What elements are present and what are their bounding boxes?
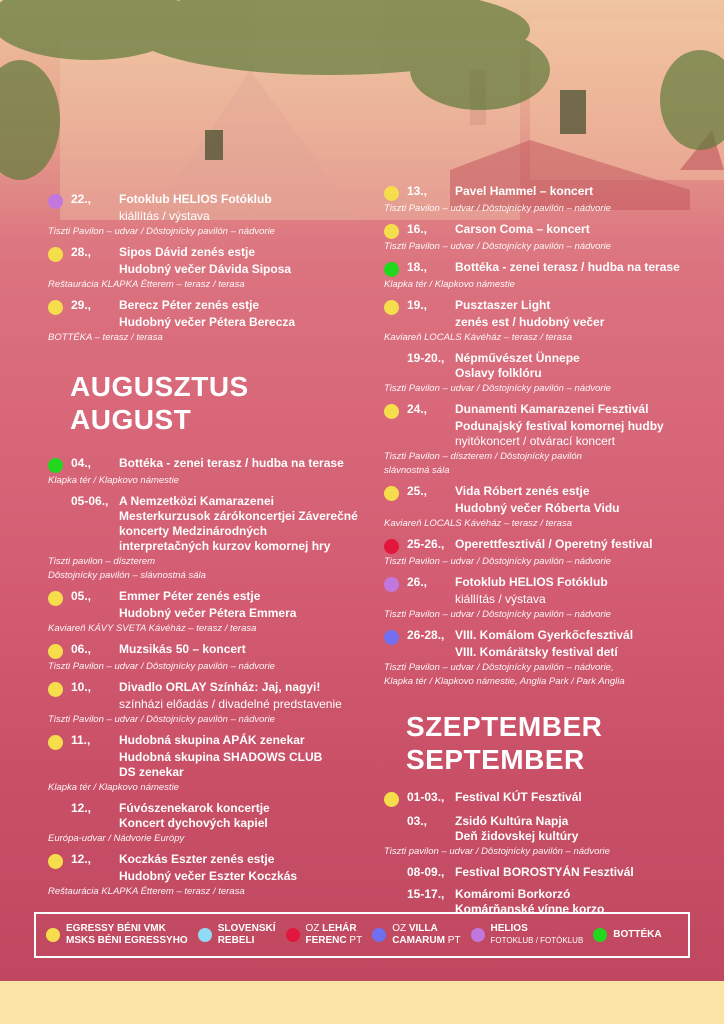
- legend-dot: [593, 928, 607, 942]
- event-item: [384, 814, 694, 858]
- event-venue: Reštaurácia KLAPKA Étterem – terasz / terasa: [48, 279, 245, 290]
- event-item: [384, 402, 694, 477]
- category-dot: [384, 224, 399, 239]
- event-venue: Tiszti Pavilon – udvar / Dôstojnícky pavilón – nádvorie: [48, 226, 275, 237]
- legend-suffix: PT: [444, 935, 461, 946]
- event-row: [48, 192, 358, 209]
- september-heading-sk: SEPTEMBER: [406, 744, 585, 775]
- event-row: [48, 245, 358, 262]
- event-title: Festival BOROSTYÁN Fesztivál: [455, 865, 634, 879]
- event-venue: Tiszti pavilon – udvar / Dôstojnícky pavilón – nádvorie: [384, 846, 610, 857]
- category-dot: [384, 792, 399, 807]
- event-subtitle: VIII. Komárätsky festival detí: [455, 645, 618, 659]
- event-row: [384, 298, 694, 315]
- event-venue: Tiszti Pavilon – udvar / Dôstojnícky pavilón – nádvorie,: [384, 662, 614, 673]
- event-item: [48, 494, 358, 582]
- event-venue: Dôstojnícky pavilón – slávnostná sála: [48, 570, 206, 581]
- event-title: Emmer Péter zenés estje: [119, 589, 261, 603]
- event-venue: Európa-udvar / Nádvorie Európy: [48, 833, 185, 844]
- event-date: 26-28.,: [407, 628, 445, 642]
- event-venue: Klapka tér / Klapkovo námestie: [48, 782, 179, 793]
- legend-name: CAMARUM: [392, 935, 445, 946]
- event-subtitle: DS zenekar: [119, 765, 184, 779]
- legend-prefix: OZ: [305, 923, 323, 934]
- category-dot: [384, 186, 399, 201]
- event-description: nyitókoncert / otvárací koncert: [455, 434, 616, 448]
- event-row: [384, 484, 694, 501]
- event-date: 01-03.,: [407, 790, 445, 804]
- bottom-strip: [0, 981, 724, 1024]
- event-title: Carson Coma – koncert: [455, 222, 590, 236]
- legend-name: MSKS BÉNI EGRESSYHO: [66, 935, 188, 946]
- event-date: 25-26.,: [407, 537, 445, 551]
- event-title: Dunamenti Kamarazenei Fesztivál: [455, 402, 649, 416]
- event-date: 05-06.,: [71, 494, 109, 508]
- event-subtitle: Hudobný večer Róberta Vidu: [455, 501, 620, 515]
- legend-line: [66, 923, 188, 935]
- event-title: Koczkás Eszter zenés estje: [119, 852, 275, 866]
- event-date: 22.,: [71, 192, 92, 206]
- event-date: 13.,: [407, 184, 428, 198]
- event-row: [48, 733, 358, 750]
- event-description: színházi előadás / divadelné predstavenie: [119, 697, 342, 711]
- event-venue: BOTTÉKA – terasz / terasa: [48, 332, 163, 343]
- event-subtitle: zenés est / hudobný večer: [455, 315, 605, 329]
- legend-item: [46, 923, 188, 947]
- event-venue: Tiszti Pavilon – udvar / Dôstojnícky pavilón – nádvorie: [384, 203, 611, 214]
- event-title: VIII. Komálom Gyerkőcfesztivál: [455, 628, 634, 642]
- legend-item: [286, 923, 363, 947]
- event-date: 05.,: [71, 589, 92, 603]
- event-row: [384, 184, 694, 201]
- legend-item: [593, 928, 661, 942]
- legend-line: [491, 923, 584, 935]
- event-item: [48, 298, 358, 344]
- event-venue: Klapka tér / Klapkovo námestie: [48, 475, 179, 486]
- category-dot: [384, 486, 399, 501]
- event-subtitle: Komárňanské vínne korzo: [455, 902, 605, 916]
- event-date: 10.,: [71, 680, 92, 694]
- august-heading: [70, 370, 358, 436]
- event-item: [48, 852, 358, 898]
- legend-line: [218, 935, 276, 947]
- legend-suffix: PT: [346, 935, 363, 946]
- category-dot: [48, 300, 63, 315]
- event-title: Bottéka - zenei terasz / hudba na terase: [455, 260, 680, 274]
- category-dot: [384, 630, 399, 645]
- event-date: 25.,: [407, 484, 428, 498]
- event-title: Fotoklub HELIOS Fotóklub: [455, 575, 608, 589]
- event-subtitle: Hudobný večer Dávida Siposa: [119, 262, 292, 276]
- event-row: [384, 222, 694, 239]
- category-dot: [384, 404, 399, 419]
- event-row: [48, 589, 358, 606]
- legend-name: VILLA: [408, 923, 438, 934]
- event-date: 24.,: [407, 402, 428, 416]
- event-row: [48, 494, 358, 554]
- event-date: 04.,: [71, 456, 92, 470]
- event-description: kiállítás / výstava: [455, 592, 546, 606]
- event-date: 26.,: [407, 575, 428, 589]
- event-venue: Tiszti Pavilon – udvar / Dôstojnícky pavilón – nádvorie: [48, 714, 275, 725]
- category-dot: [48, 247, 63, 262]
- event-row: [384, 351, 694, 366]
- event-date: 19.,: [407, 298, 428, 312]
- event-title: Sipos Dávid zenés estje: [119, 245, 256, 259]
- event-subtitle: Podunajský festival komornej hudby: [455, 419, 664, 433]
- legend-line: [218, 923, 276, 935]
- category-dot: [48, 682, 63, 697]
- event-title: Divadlo ORLAY Színház: Jaj, nagyi!: [119, 680, 321, 694]
- event-item: [48, 733, 358, 794]
- legend-dot: [471, 928, 485, 942]
- event-row: [48, 680, 358, 697]
- category-dot: [48, 458, 63, 473]
- category-dot: [48, 644, 63, 659]
- event-row: [384, 887, 694, 902]
- category-dot: [48, 854, 63, 869]
- event-date: 03.,: [407, 814, 428, 828]
- august-heading-hu: AUGUSZTUS: [70, 371, 249, 402]
- event-venue: Kaviareň LOCALS Kávéház – terasz / terasa: [384, 332, 572, 343]
- legend-text: [218, 923, 276, 947]
- event-subtitle: Oslavy folklóru: [455, 366, 542, 380]
- event-title: Berecz Péter zenés estje: [119, 298, 260, 312]
- category-dot: [48, 194, 63, 209]
- event-item: [384, 484, 694, 530]
- event-title: Operettfesztivál / Operetný festival: [455, 537, 653, 551]
- right-column: [384, 184, 694, 924]
- event-venue: Kaviareň LOCALS Kávéház – terasz / terasa: [384, 518, 572, 529]
- event-date: 11.,: [71, 733, 91, 747]
- event-date: 28.,: [71, 245, 92, 259]
- legend-line: [392, 935, 460, 947]
- event-row: [48, 852, 358, 869]
- event-subtitle: Hudobná skupina SHADOWS CLUB: [119, 750, 323, 764]
- event-title: Fúvószenekarok koncertje: [119, 801, 270, 815]
- event-date: 12.,: [71, 801, 92, 815]
- legend-item: [198, 923, 276, 947]
- event-date: 12.,: [71, 852, 92, 866]
- event-item: [384, 184, 694, 215]
- legend-text: [66, 923, 188, 947]
- event-venue: Tiszti pavilon – díszterem: [48, 556, 156, 567]
- legend-text: [392, 923, 460, 947]
- legend-box: [34, 912, 690, 958]
- legend-name: LEHÁR: [322, 923, 357, 934]
- left-column: [48, 192, 358, 905]
- event-venue: Tiszti Pavilon – udvar / Dôstojnícky pavilón – nádvorie: [48, 661, 275, 672]
- event-subtitle: Koncert dychových kapiel: [119, 816, 268, 830]
- event-item: [384, 260, 694, 291]
- event-date: 08-09.,: [407, 865, 445, 879]
- event-venue: Reštaurácia KLAPKA Étterem – terasz / terasa: [48, 886, 245, 897]
- event-title: Fotoklub HELIOS Fotóklub: [119, 192, 272, 206]
- event-title: Muzsikás 50 – koncert: [119, 642, 246, 656]
- event-title: Zsidó Kultúra Napja: [455, 814, 569, 828]
- legend-name: HELIOS: [490, 923, 528, 934]
- event-title: Vida Róbert zenés estje: [455, 484, 590, 498]
- category-dot: [48, 735, 63, 750]
- event-date: 15-17.,: [407, 887, 445, 901]
- category-dot: [384, 539, 399, 554]
- event-item: [48, 589, 358, 635]
- event-row: [48, 642, 358, 659]
- legend-name: SLOVENSKÍ: [217, 923, 276, 934]
- event-row: [384, 402, 694, 419]
- category-dot: [384, 300, 399, 315]
- event-venue: Klapka tér / Klapkovo námestie, Anglia Park / Park Anglia: [384, 676, 625, 687]
- event-title: A Nemzetközi Kamarazenei Mesterkurzusok zárókoncertjei Záverečné koncerty Medzinárodných interpretačných kurzov komornej hry: [119, 494, 358, 553]
- event-item: [48, 642, 358, 673]
- event-item: [384, 628, 694, 688]
- legend-dot: [372, 928, 386, 942]
- event-venue: Tiszti Pavilon – udvar / Dôstojnícky pavilón – nádvorie: [384, 556, 611, 567]
- legend-line: [66, 935, 188, 947]
- legend-item: [372, 923, 460, 947]
- event-row: [48, 456, 358, 473]
- legend-dot: [46, 928, 60, 942]
- event-item: [384, 351, 694, 395]
- event-item: [384, 865, 694, 880]
- event-date: 06.,: [71, 642, 92, 656]
- category-dot: [48, 591, 63, 606]
- legend-dot: [198, 928, 212, 942]
- event-date: 18.,: [407, 260, 428, 274]
- event-title: Népművészet Ünnepe: [455, 351, 580, 365]
- event-item: [384, 298, 694, 344]
- legend-text: [491, 923, 584, 947]
- event-subtitle: Hudobný večer Pétera Berecza: [119, 315, 296, 329]
- event-title: Pusztaszer Light: [455, 298, 551, 312]
- event-venue: slávnostná sála: [384, 465, 450, 476]
- event-title: Bottéka - zenei terasz / hudba na terase: [119, 456, 344, 470]
- event-item: [384, 222, 694, 253]
- event-row: [384, 814, 694, 829]
- legend-name: FERENC: [305, 935, 347, 946]
- event-venue: Tiszti Pavilon – udvar / Dôstojnícky pavilón – nádvorie: [384, 609, 611, 620]
- category-dot: [384, 577, 399, 592]
- event-description: kiállítás / výstava: [119, 209, 210, 223]
- legend-dot: [286, 928, 300, 942]
- event-row: [384, 865, 694, 880]
- event-row: [384, 790, 694, 807]
- legend-line: [392, 923, 460, 935]
- event-venue: Tiszti Pavilon – udvar / Dôstojnícky pavilón – nádvorie: [384, 383, 611, 394]
- legend-item: [471, 923, 584, 947]
- legend-name: EGRESSY BÉNI VMK: [66, 923, 166, 934]
- event-item: [48, 245, 358, 291]
- september-heading-hu: SZEPTEMBER: [406, 711, 603, 742]
- event-item: [384, 537, 694, 568]
- event-subtitle: Hudobný večer Eszter Koczkás: [119, 869, 298, 883]
- event-venue: Tiszti Pavilon – udvar / Dôstojnícky pavilón – nádvorie: [384, 241, 611, 252]
- legend-name: BOTTÉKA: [613, 929, 662, 940]
- event-venue: Kaviareň KÁVY SVETA Kávéház – terasz / terasa: [48, 623, 257, 634]
- event-row: [384, 628, 694, 645]
- legend-text: [306, 923, 363, 947]
- event-subtitle: Hudobný večer Pétera Emmera: [119, 606, 297, 620]
- event-title: Pavel Hammel – koncert: [455, 184, 594, 198]
- legend-line: [613, 929, 661, 941]
- legend-prefix: OZ: [392, 923, 409, 934]
- legend-line: [306, 935, 363, 947]
- event-row: [384, 260, 694, 277]
- september-heading: [406, 710, 694, 776]
- event-row: [48, 298, 358, 315]
- legend-name: REBELI: [217, 935, 255, 946]
- event-venue: Tiszti Pavilon – díszterem / Dôstojnícky pavilón: [384, 451, 582, 462]
- event-item: [384, 790, 694, 807]
- event-subtitle: Deň židovskej kultúry: [455, 829, 579, 843]
- event-item: [48, 680, 358, 726]
- event-title: Komáromi Borkorzó: [455, 887, 571, 901]
- event-item: [384, 575, 694, 621]
- august-heading-sk: AUGUST: [70, 404, 192, 435]
- category-dot: [384, 262, 399, 277]
- event-item: [48, 801, 358, 845]
- event-title: Festival KÚT Fesztivál: [455, 790, 582, 804]
- event-row: [48, 801, 358, 816]
- event-row: [384, 537, 694, 554]
- event-date: 16.,: [407, 222, 428, 236]
- event-date: 19-20.,: [407, 351, 445, 365]
- event-venue: Klapka tér / Klapkovo námestie: [384, 279, 515, 290]
- event-date: 29.,: [71, 298, 92, 312]
- legend-text: [613, 929, 661, 941]
- event-row: [384, 575, 694, 592]
- event-item: [48, 456, 358, 487]
- event-title: Hudobná skupina APÁK zenekar: [119, 733, 305, 747]
- legend-small: FOTOKLUB / FOTÓKLUB: [490, 936, 584, 945]
- legend-line: [306, 923, 363, 935]
- event-item: [48, 192, 358, 238]
